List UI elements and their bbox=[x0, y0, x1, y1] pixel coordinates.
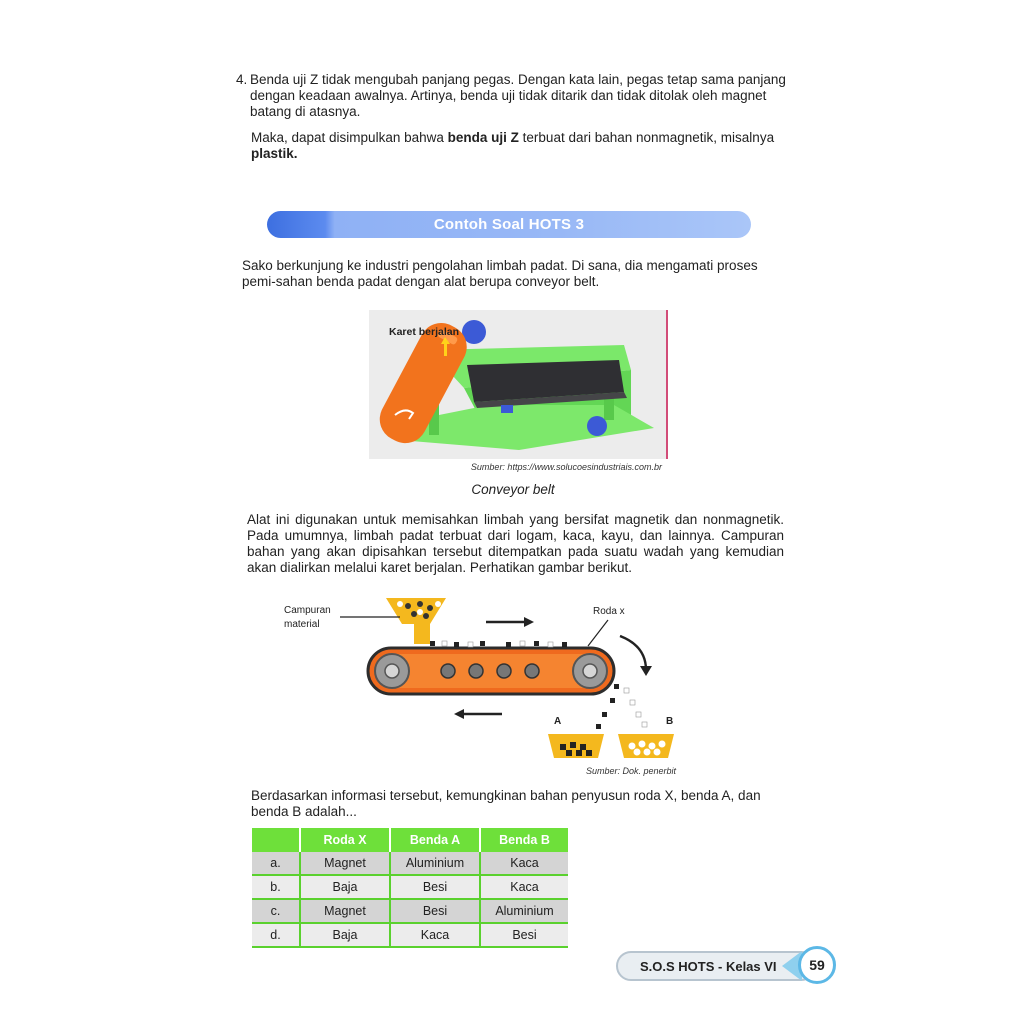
table-cell: Kaca bbox=[480, 852, 568, 875]
table-row bbox=[252, 923, 568, 947]
explanation-paragraph: Alat ini digunakan untuk memisahkan limbah yang bersifat magnetik dan nonmagnetik. Pada umumnya, limbah padat terbuat dari logam, kaca, kayu, dan lainnya. Campuran bahan yang akan dipisahkan tersebut ditempatkan pada suatu wadah yang kemudian akan dialirkan melalui karet berjalan. Perhatikan gambar berikut. bbox=[247, 512, 784, 575]
table-cell: Kaca bbox=[480, 875, 568, 899]
table-header-cell: Benda A bbox=[390, 828, 480, 852]
question-text: Berdasarkan informasi tersebut, kemungkinan bahan penyusun roda X, benda A, dan benda B adalah... bbox=[251, 788, 761, 819]
table-header-cell bbox=[252, 828, 300, 852]
footer-book-title: S.O.S HOTS - Kelas VI bbox=[640, 959, 777, 974]
intro-paragraph: Sako berkunjung ke industri pengolahan limbah padat. Di sana, dia mengamati proses pemi-sahan benda padat dengan alat berupa conveyor belt. bbox=[242, 258, 758, 289]
point-4-text: Benda uji Z tidak mengubah panjang pegas. Dengan kata lain, pegas tetap sama panjang dengan keadaan awalnya. Artinya, benda uji tidak ditarik dan tidak ditolak oleh magnet batang di atasnya. bbox=[250, 72, 786, 119]
table-cell: Besi bbox=[390, 899, 480, 923]
conclusion-prefix: Maka, dapat disimpulkan bahwa bbox=[251, 130, 444, 145]
table-cell: Besi bbox=[390, 875, 480, 899]
table-header-cell: Roda X bbox=[300, 828, 390, 852]
table-row bbox=[252, 899, 568, 923]
conveyor-photo bbox=[369, 310, 668, 459]
table-row bbox=[252, 875, 568, 899]
separation-diagram bbox=[280, 596, 690, 766]
table-cell: Kaca bbox=[390, 923, 480, 947]
table-cell: Besi bbox=[480, 923, 568, 947]
photo-label: Karet berjalan bbox=[389, 326, 460, 338]
option-letter: d. bbox=[252, 923, 300, 947]
diagram-source: Sumber: Dok. penerbit bbox=[585, 766, 676, 776]
option-letter: a. bbox=[252, 852, 300, 875]
section-banner bbox=[267, 211, 751, 238]
conclusion-middle: terbuat dari bahan nonmagnetik, misalnya bbox=[522, 130, 775, 145]
label-roda-x: Roda x bbox=[593, 606, 625, 617]
table-cell: Aluminium bbox=[390, 852, 480, 875]
point-number: 4. bbox=[236, 72, 248, 87]
option-letter: b. bbox=[252, 875, 300, 899]
conclusion-bold-material: plastik. bbox=[251, 146, 298, 161]
conclusion bbox=[251, 130, 781, 162]
table-cell: Baja bbox=[300, 875, 390, 899]
label-bin-b: B bbox=[666, 716, 674, 727]
table-cell: Aluminium bbox=[480, 899, 568, 923]
banner-title: Contoh Soal HOTS 3 bbox=[433, 216, 585, 233]
table-cell: Magnet bbox=[300, 852, 390, 875]
table-cell: Magnet bbox=[300, 899, 390, 923]
conclusion-bold-object: benda uji Z bbox=[447, 130, 519, 145]
conveyor-diagram-illustration bbox=[280, 596, 690, 766]
label-mixture-line2: material bbox=[284, 619, 320, 630]
page-number: 59 bbox=[798, 946, 836, 984]
point-4 bbox=[236, 72, 786, 120]
photo-source: Sumber: https://www.solucoesindustriais.com.br bbox=[470, 462, 662, 472]
photo-caption: Conveyor belt bbox=[471, 482, 555, 497]
table-row bbox=[252, 852, 568, 875]
label-bin-a: A bbox=[554, 716, 562, 727]
answer-table bbox=[252, 828, 568, 948]
table-header-row bbox=[252, 828, 568, 852]
table-header-cell: Benda B bbox=[480, 828, 568, 852]
option-letter: c. bbox=[252, 899, 300, 923]
label-mixture-line1: Campuran bbox=[284, 605, 331, 616]
table-cell: Baja bbox=[300, 923, 390, 947]
